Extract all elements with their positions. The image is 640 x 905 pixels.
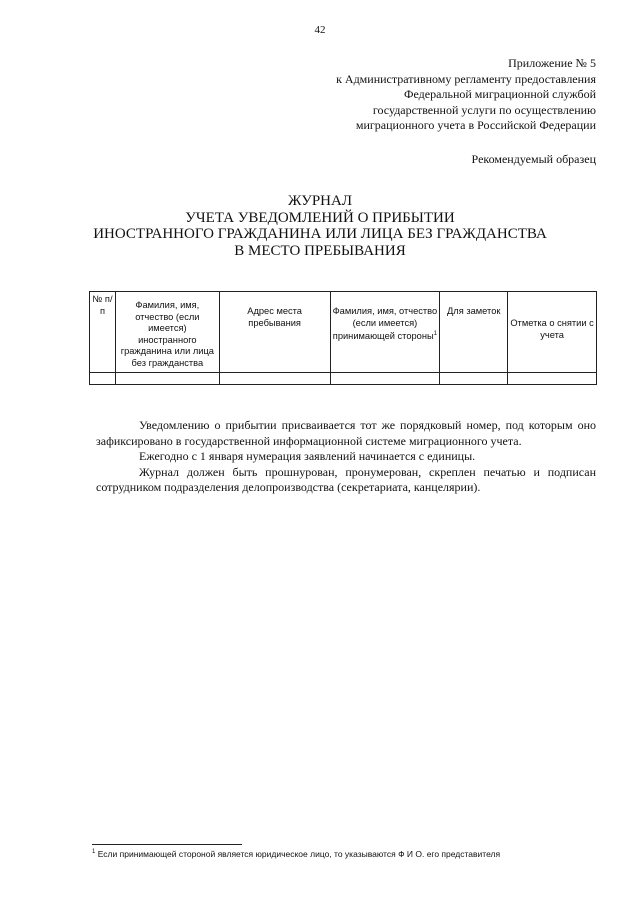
appendix-line: Федеральной миграционной службой [403, 87, 596, 101]
appendix-line: к Административному регламенту предоставления [336, 71, 596, 86]
table-cell [330, 372, 440, 384]
journal-table [89, 291, 597, 385]
paragraph: Уведомлению о прибытии присваивается тот же порядковый номер, под которым оно зафиксировано в государственной информационной системе миграционного учета. [96, 418, 596, 448]
table-cell [115, 372, 219, 384]
paragraph: Ежегодно с 1 января нумерация заявлений начинается с единицы. [139, 449, 476, 463]
table-row [90, 372, 597, 384]
paragraph: Журнал должен быть прошнурован, пронумерован, скреплен печатью и подписан сотрудником подразделения делопроизводства (секретариата, канцелярии). [96, 464, 596, 494]
col-notes-header: Для заметок [440, 292, 508, 373]
footnote-mark: 1 [92, 849, 96, 856]
page-number: 42 [314, 24, 326, 36]
col-host-name-header [330, 292, 440, 373]
title-line: ЖУРНАЛ [287, 193, 353, 209]
col-foreigner-name-header: Фамилия, имя, отчество (если имеется) иностранного гражданина или лица без гражданства [115, 292, 219, 373]
appendix-line: Приложение № 5 [508, 56, 596, 70]
table-cell [440, 372, 508, 384]
appendix-block [176, 56, 596, 134]
footnote-text: Если принимающей стороной является юридическое лицо, то указываются Ф И О. его представителя [97, 849, 501, 859]
table-cell [508, 372, 597, 384]
body-text [96, 418, 596, 496]
appendix-line: миграционного учета в Российской Федерации [355, 118, 596, 132]
appendix-line: государственной услуги по осуществлению [372, 102, 596, 117]
col-deregistration-header: Отметка о снятии с учета [508, 292, 597, 373]
col-address-header: Адрес места пребывания [219, 292, 330, 373]
title-line: ИНОСТРАННОГО ГРАЖДАНИНА ИЛИ ЛИЦА БЕЗ ГРАЖДАНСТВА [93, 226, 547, 242]
recommended-sample-label: Рекомендуемый образец [471, 152, 596, 166]
footnote-separator [92, 844, 242, 845]
col-number-header: № п/п [90, 292, 116, 373]
col-host-name-text: Фамилия, имя, отчество (если имеется) принимающей стороны [332, 306, 438, 342]
table-header-row [90, 292, 597, 373]
title-line: УЧЕТА УВЕДОМЛЕНИЙ О ПРИБЫТИИ [185, 209, 455, 226]
title-line: В МЕСТО ПРЕБЫВАНИЯ [234, 242, 406, 259]
footnote [92, 849, 612, 859]
document-title [0, 193, 640, 259]
table-cell [90, 372, 116, 384]
table-cell [219, 372, 330, 384]
footnote-ref: 1 [433, 331, 438, 338]
